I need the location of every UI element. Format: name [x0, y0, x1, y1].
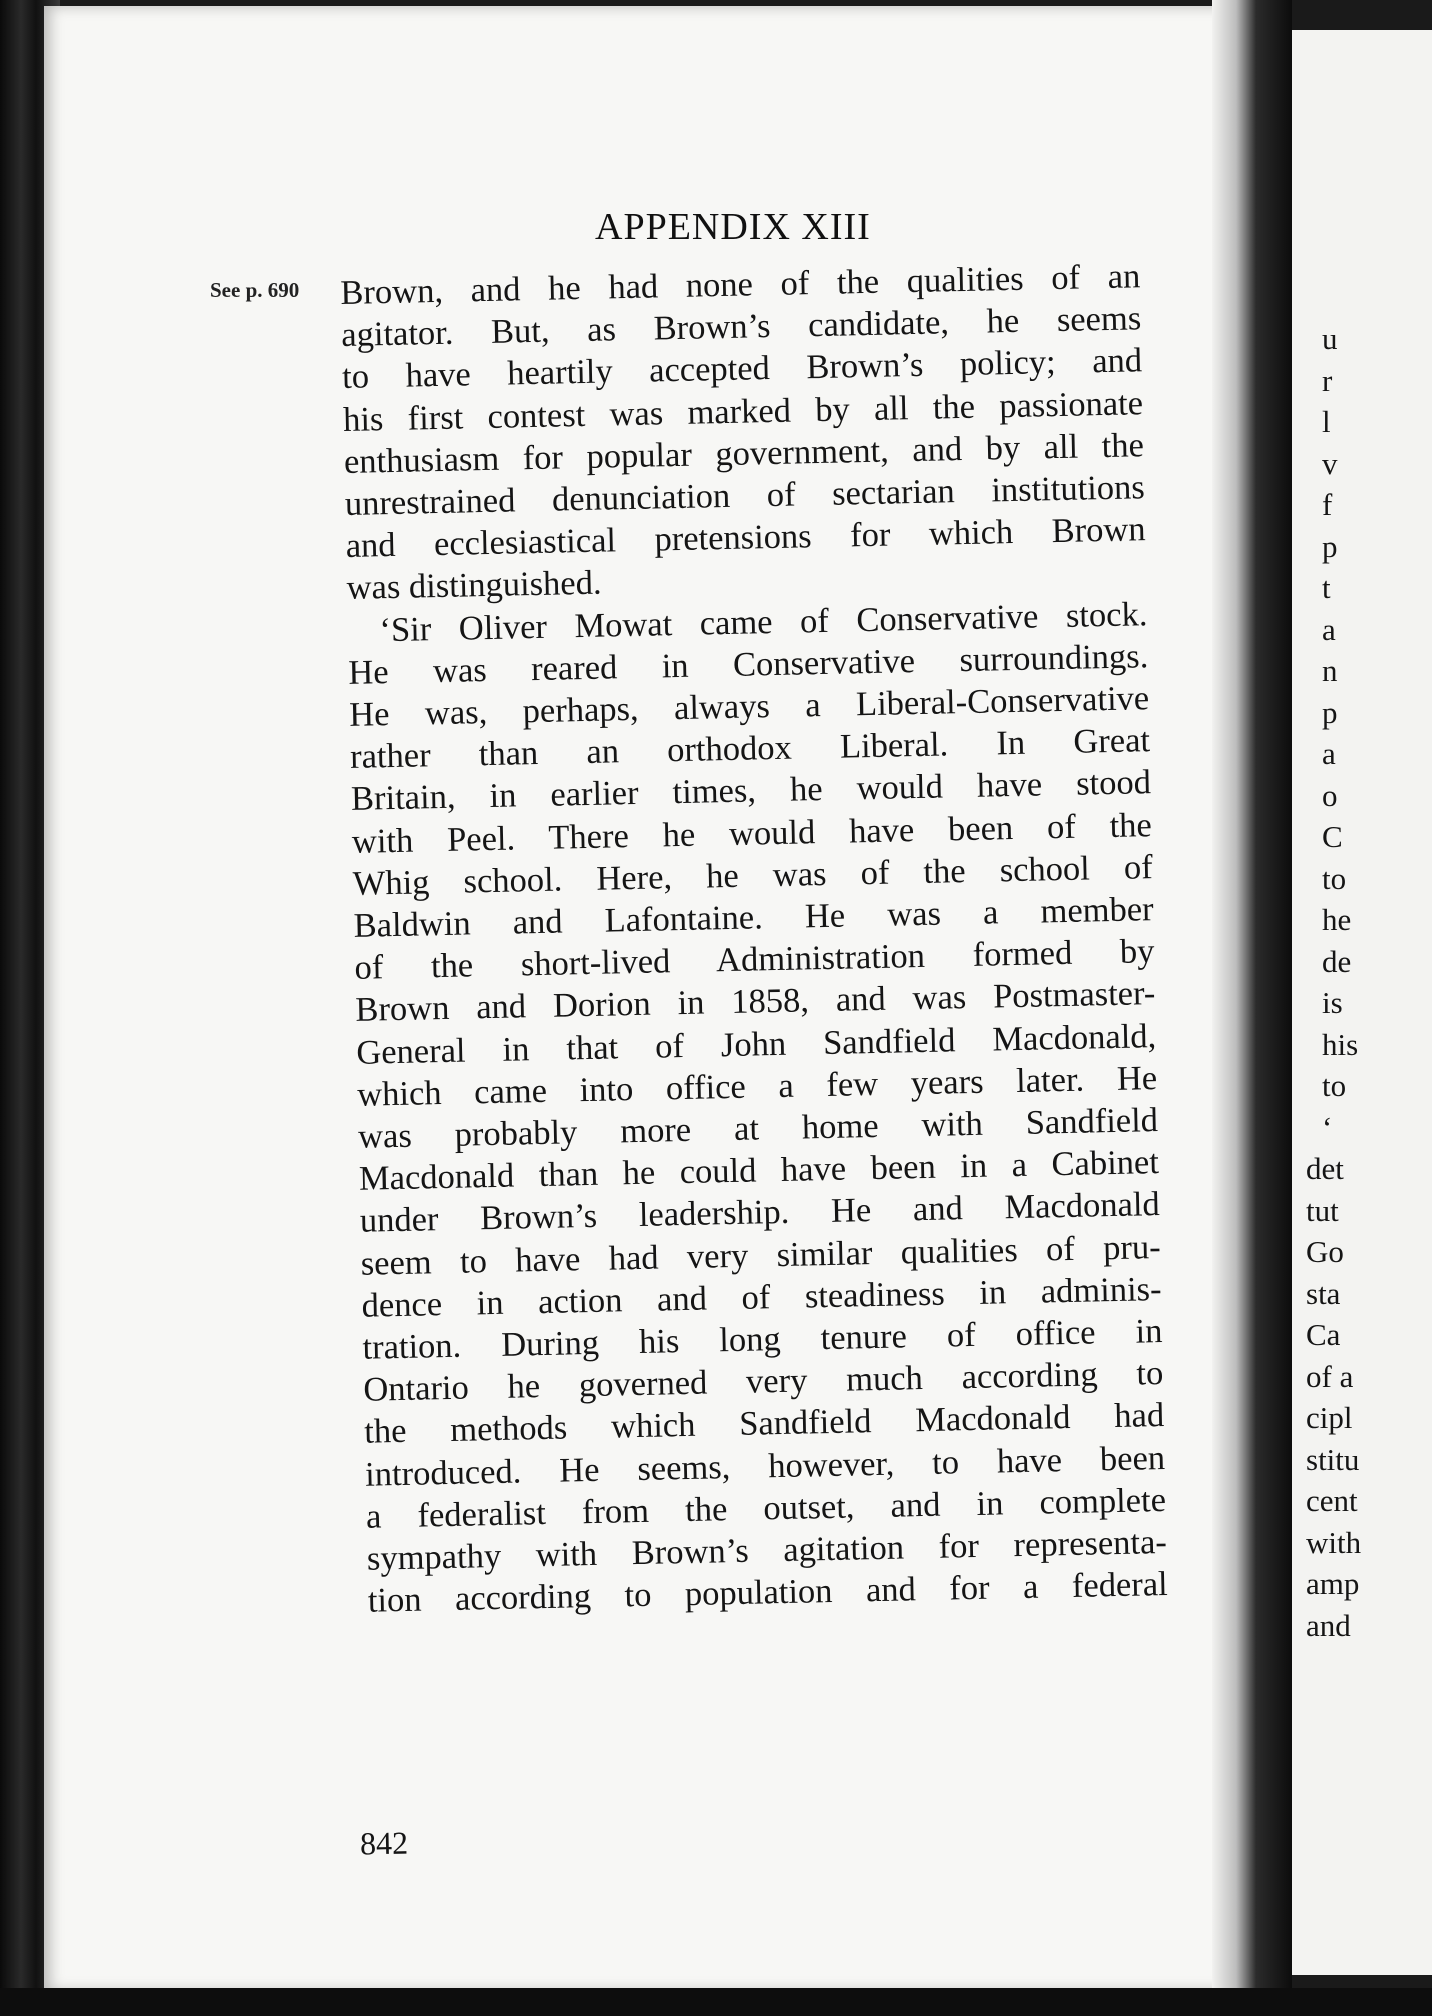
text-line: with Peel. There he would have been of the	[351, 805, 1153, 861]
text-line: was probably more at home with Sandfield	[357, 1101, 1159, 1156]
text-fragment: he	[1322, 902, 1352, 937]
text-fragment: n	[1322, 653, 1338, 688]
text-fragment: p	[1322, 694, 1338, 730]
text-fragment: with	[1306, 1524, 1362, 1560]
text-line: under Brown’s leadership. He and Macdonald	[359, 1185, 1161, 1241]
text-line: dence in action and of steadiness in adminis-	[361, 1269, 1162, 1325]
text-line: enthusiasm for popular government, and by all the	[343, 426, 1145, 481]
book-gutter	[1212, 0, 1292, 2016]
text-line: rather than an orthodox Liberal. In Great	[349, 721, 1151, 777]
text-line: unrestrained denunciation of sectarian institutions	[344, 468, 1146, 523]
text-line: Macdonald than he could have been in a Cabinet	[358, 1143, 1160, 1199]
text-line: introduced. He seems, however, to have been	[364, 1438, 1166, 1494]
text-fragment: to	[1322, 1068, 1347, 1103]
body-text	[340, 255, 1168, 1622]
text-line: Brown and Dorion in 1858, and was Postmaster-	[355, 974, 1156, 1030]
text-line: tion according to population and for a federal	[367, 1565, 1169, 1621]
text-line: was distinguished.	[346, 564, 602, 608]
text-line: General in that of John Sandfield Macdonald,	[355, 1016, 1157, 1072]
text-line: Whig school. Here, he was of the school of	[352, 847, 1154, 903]
text-line: ‘Sir Oliver Mowat came of Conservative stock.	[379, 594, 1148, 649]
text-fragment: u	[1322, 321, 1338, 356]
text-fragment: t	[1322, 570, 1331, 605]
text-fragment: C	[1322, 819, 1343, 854]
marginal-note: See p. 690	[210, 278, 300, 302]
text-line: sympathy with Brown’s agitation for representa-	[366, 1523, 1168, 1578]
text-line: of the short-lived Administration formed by	[354, 932, 1155, 988]
text-fragment: and	[1306, 1607, 1351, 1643]
text-line: a federalist from the outset, and in complete	[365, 1480, 1167, 1536]
text-line: Brown, and he had none of the qualities of an	[340, 257, 1141, 312]
text-fragment: v	[1322, 445, 1338, 481]
text-fragment: cipl	[1306, 1400, 1353, 1435]
text-fragment: to	[1322, 860, 1347, 896]
page-heading: APPENDIX XIII	[595, 206, 871, 248]
text-fragment: p	[1322, 528, 1338, 564]
text-line: Ontario he governed very much according to	[363, 1354, 1164, 1410]
page-number: 842	[359, 1824, 409, 1862]
text-line: agitator. But, as Brown’s candidate, he seems	[340, 299, 1142, 355]
text-line: seem to have had very similar qualities of pru-	[360, 1227, 1161, 1283]
text-fragment: amp	[1306, 1566, 1360, 1601]
text-fragment: l	[1322, 404, 1331, 439]
text-fragment: a	[1322, 736, 1336, 771]
text-fragment: o	[1322, 777, 1338, 813]
text-fragment: is	[1322, 985, 1343, 1020]
text-line: He was, perhaps, always a Liberal-Conservative	[348, 679, 1150, 734]
text-fragment: ‘	[1322, 1109, 1333, 1145]
text-line: Baldwin and Lafontaine. He was a member	[353, 890, 1154, 945]
text-fragment: det	[1306, 1151, 1344, 1186]
text-fragment: sta	[1306, 1275, 1341, 1311]
text-fragment: r	[1322, 362, 1333, 398]
text-fragment: of a	[1306, 1358, 1354, 1394]
text-line: Britain, in earlier times, he would have stood	[350, 763, 1152, 819]
text-fragment: de	[1322, 943, 1352, 979]
text-line: He was reared in Conservative surroundings.	[347, 636, 1149, 692]
text-line: the methods which Sandfield Macdonald had	[363, 1396, 1165, 1452]
text-fragment: f	[1322, 487, 1333, 522]
text-fragment: stitu	[1306, 1441, 1360, 1477]
text-fragment: cent	[1306, 1483, 1358, 1518]
text-fragment: his	[1322, 1026, 1359, 1062]
right-page-text	[1306, 318, 1362, 1646]
text-fragment: tut	[1306, 1192, 1339, 1228]
text-line: to have heartily accepted Brown’s policy; and	[341, 341, 1143, 397]
text-line: his first contest was marked by all the passionate	[342, 383, 1144, 439]
text-line: which came into office a few years later. He	[356, 1058, 1158, 1114]
right-page	[1292, 30, 1432, 1975]
scan-bottom-edge	[0, 1988, 1432, 2016]
text-fragment: Go	[1306, 1234, 1344, 1269]
text-line: tration. During his long tenure of office in	[362, 1312, 1163, 1367]
text-fragment: Ca	[1306, 1317, 1341, 1352]
text-line: and ecclesiastical pretensions for which Brown	[345, 510, 1146, 566]
text-fragment: a	[1322, 611, 1336, 647]
